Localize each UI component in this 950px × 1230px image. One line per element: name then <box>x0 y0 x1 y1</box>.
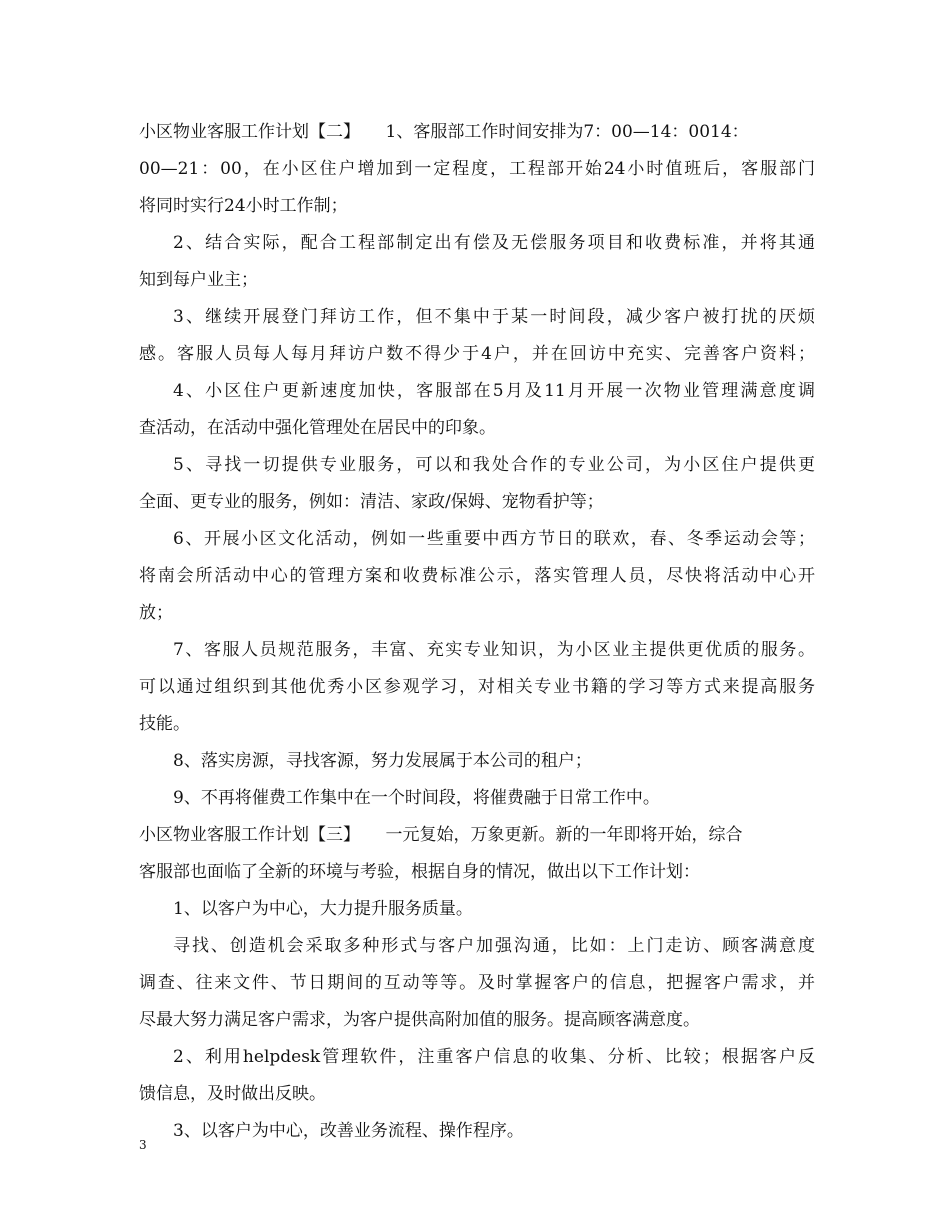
text-line: 1、以客户为中心，大力提升服务质量。 <box>173 899 473 919</box>
text-line: 将南会所活动中心的管理方案和收费标准公示，落实管理人员，尽快将活动中心开 <box>139 566 815 586</box>
text-line: 3、继续开展登门拜访工作，但不集中于某一时间段，减少客户被打扰的厌烦 <box>173 307 815 327</box>
text-line: 8、落实房源，寻找客源，努力发展属于本公司的租户； <box>173 751 592 771</box>
text-line: 9、不再将催费工作集中在一个时间段，将催费融于日常工作中。 <box>173 788 660 808</box>
text-line: 5、寻找一切提供专业服务，可以和我处合作的专业公司，为小区住户提供更 <box>173 455 815 475</box>
text-line: 客服部也面临了全新的环境与考验，根据自身的情况，做出以下工作计划： <box>139 862 700 882</box>
text-line: 知到每户业主； <box>139 270 258 290</box>
text-line: 2、结合实际，配合工程部制定出有偿及无偿服务项目和收费标准，并将其通 <box>173 233 815 253</box>
text-line: 放； <box>139 603 173 623</box>
text-line: 小区物业客服工作计划【二】 1、客服部工作时间安排为7：00—14：0014： <box>139 122 749 142</box>
text-line: 尽最大努力满足客户需求，为客户提供高附加值的服务。提高顾客满意度。 <box>139 1010 700 1030</box>
text-line: 6、开展小区文化活动，例如一些重要中西方节日的联欢，春、冬季运动会等； <box>173 529 815 549</box>
page-number: 3 <box>139 1138 147 1152</box>
text-line: 技能。 <box>139 714 190 734</box>
text-line: 可以通过组织到其他优秀小区参观学习，对相关专业书籍的学习等方式来提高服务 <box>139 677 815 697</box>
document-body <box>139 114 815 1150</box>
text-line: 寻找、创造机会采取多种形式与客户加强沟通，比如：上门走访、顾客满意度 <box>173 936 815 956</box>
text-line: 调查、往来文件、节日期间的互动等等。及时掌握客户的信息，把握客户需求，并 <box>139 973 815 993</box>
text-line: 7、客服人员规范服务，丰富、充实专业知识，为小区业主提供更优质的服务。 <box>173 640 815 660</box>
text-line: 2、利用helpdesk管理软件，注重客户信息的收集、分析、比较；根据客户反 <box>173 1047 815 1067</box>
text-line: 3、以客户为中心，改善业务流程、操作程序。 <box>173 1121 524 1141</box>
text-line: 将同时实行24小时工作制； <box>139 196 348 216</box>
text-line: 感。客服人员每人每月拜访户数不得少于4户，并在回访中充实、完善客户资料； <box>139 344 815 364</box>
text-line: 查活动，在活动中强化管理处在居民中的印象。 <box>139 418 496 438</box>
text-line: 小区物业客服工作计划【三】 一元复始，万象更新。新的一年即将开始，综合 <box>139 825 743 845</box>
text-line: 全面、更专业的服务，例如：清洁、家政/保姆、宠物看护等； <box>139 492 604 512</box>
text-line: 00—21：00，在小区住户增加到一定程度，工程部开始24小时值班后，客服部门 <box>139 159 815 179</box>
text-line: 4、小区住户更新速度加快，客服部在5月及11月开展一次物业管理满意度调 <box>173 381 815 401</box>
text-line: 馈信息，及时做出反映。 <box>139 1084 326 1104</box>
